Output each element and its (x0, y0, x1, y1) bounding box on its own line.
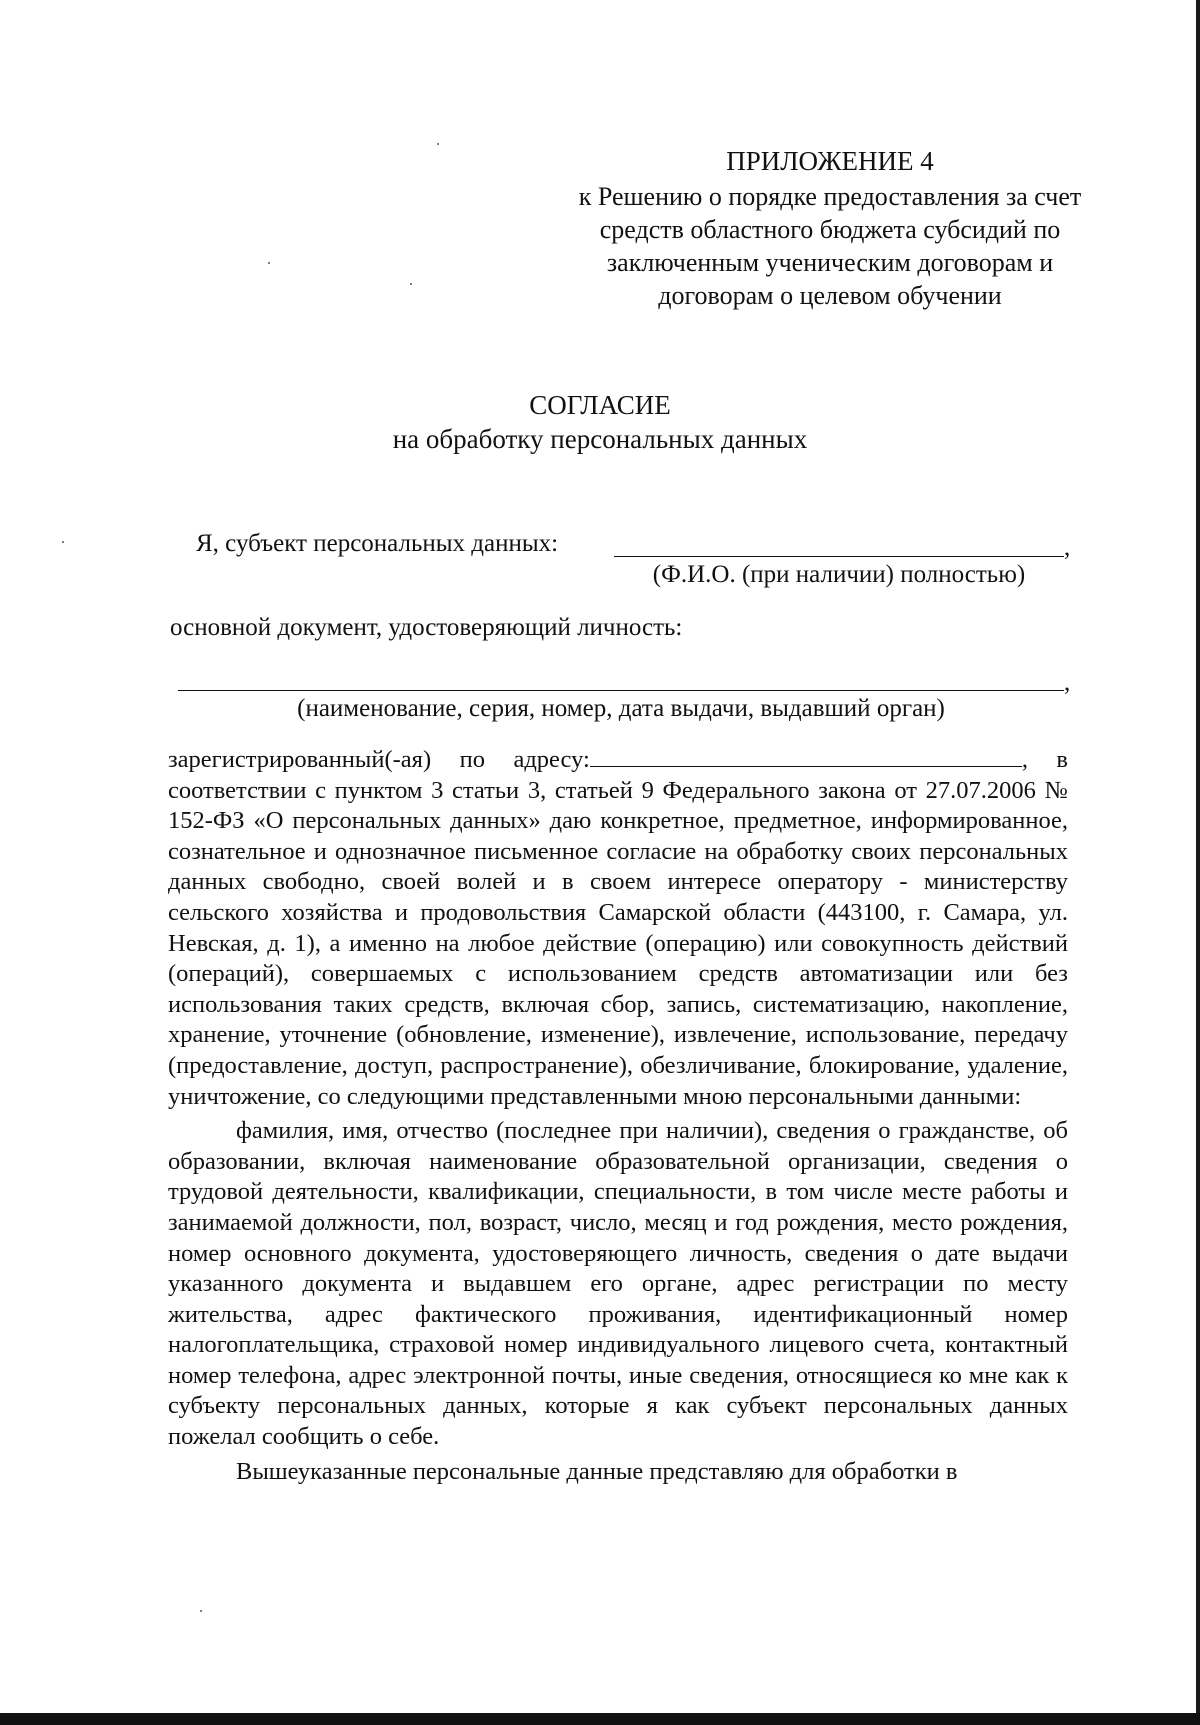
scan-speck (200, 1610, 202, 1612)
consent-body (168, 745, 1068, 1487)
appendix-line: заключенным ученическим договорам и (606, 248, 1054, 277)
address-prefix: зарегистрированный(-ая) по адресу: (168, 746, 590, 773)
document-heading (0, 388, 1200, 456)
appendix-header (540, 145, 1120, 312)
appendix-title: ПРИЛОЖЕНИЕ 4 (726, 146, 934, 176)
scan-edge-right (1196, 0, 1200, 1725)
appendix-line: договорам о целевом обучении (658, 281, 1002, 310)
consent-paragraph: соответствии с пунктом 3 статьи 3, статьей 9 Федерального закона от 27.07.2006 № 152-ФЗ «О персональных данных» даю конкретное, предметное, информированное, сознательное и однозначное письменное согласие на обработку своих персональных данных свободно, своей волей и в своем интересе оператору - министерству сельского хозяйства и продовольствия Самарской области (443100, г. Самара, ул. Невская, д. 1), а именно на любое действие (операцию) или совокупность действий (операций), совершаемых с использованием средств автоматизации или без использования таких средств, включая сбор, запись, систематизацию, накопление, хранение, уточнение (обновление, изменение), извлечение, использование, передачу (предоставление, доступ, распространение), обезличивание, блокирование, удаление, уничтожение, со следующими представленными мною персональными данными: (168, 776, 1068, 1110)
scan-speck (268, 262, 270, 264)
scan-speck (62, 541, 64, 543)
identity-document-blank[interactable] (178, 690, 1064, 691)
subject-name-hint: (Ф.И.О. (при наличии) полностью) (652, 561, 1026, 588)
document-comma: , (1064, 669, 1071, 696)
scan-speck (410, 283, 412, 285)
address-suffix: , в (1021, 746, 1068, 773)
appendix-line: средств областного бюджета субсидий по (599, 215, 1061, 244)
address-line (168, 745, 1068, 776)
scan-edge-bottom (0, 1713, 1200, 1725)
personal-data-list-paragraph: фамилия, имя, отчество (последнее при наличии), сведения о гражданстве, об образовании, включая наименование образовательной организации, сведения о трудовой деятельности, квалификации, специальности, в том числе месте работы и занимаемой должности, пол, возраст, число, месяц и год рождения, место рождения, номер основного документа, удостоверяющего личность, сведения о дате выдачи указанного документа и выдавшем его органе, адрес регистрации по месту жительства, адрес фактического проживания, идентификационный номер налогоплательщика, страховой номер индивидуального лицевого счета, контактный номер телефона, адрес электронной почты, иные сведения, относящиеся ко мне как к субъекту персональных данных, которые я как субъект персональных данных пожелал сообщить о себе. (168, 1117, 1068, 1451)
identity-document-hint: (наименование, серия, номер, дата выдачи, выдавший орган) (297, 695, 945, 722)
appendix-line: к Решению о порядке предоставления за счет (578, 182, 1082, 211)
purpose-paragraph: Вышеуказанные персональные данные представляю для обработки в (236, 1457, 958, 1485)
document-title: СОГЛАСИЕ (529, 390, 671, 420)
subject-name-blank[interactable] (614, 556, 1064, 557)
subject-label: Я, субъект персональных данных: (196, 530, 559, 557)
document-subtitle: на обработку персональных данных (392, 424, 808, 454)
address-blank[interactable] (590, 746, 1022, 767)
subject-comma: , (1064, 534, 1071, 561)
document-label: основной документ, удостоверяющий личность: (170, 614, 683, 641)
scan-speck (437, 143, 439, 145)
